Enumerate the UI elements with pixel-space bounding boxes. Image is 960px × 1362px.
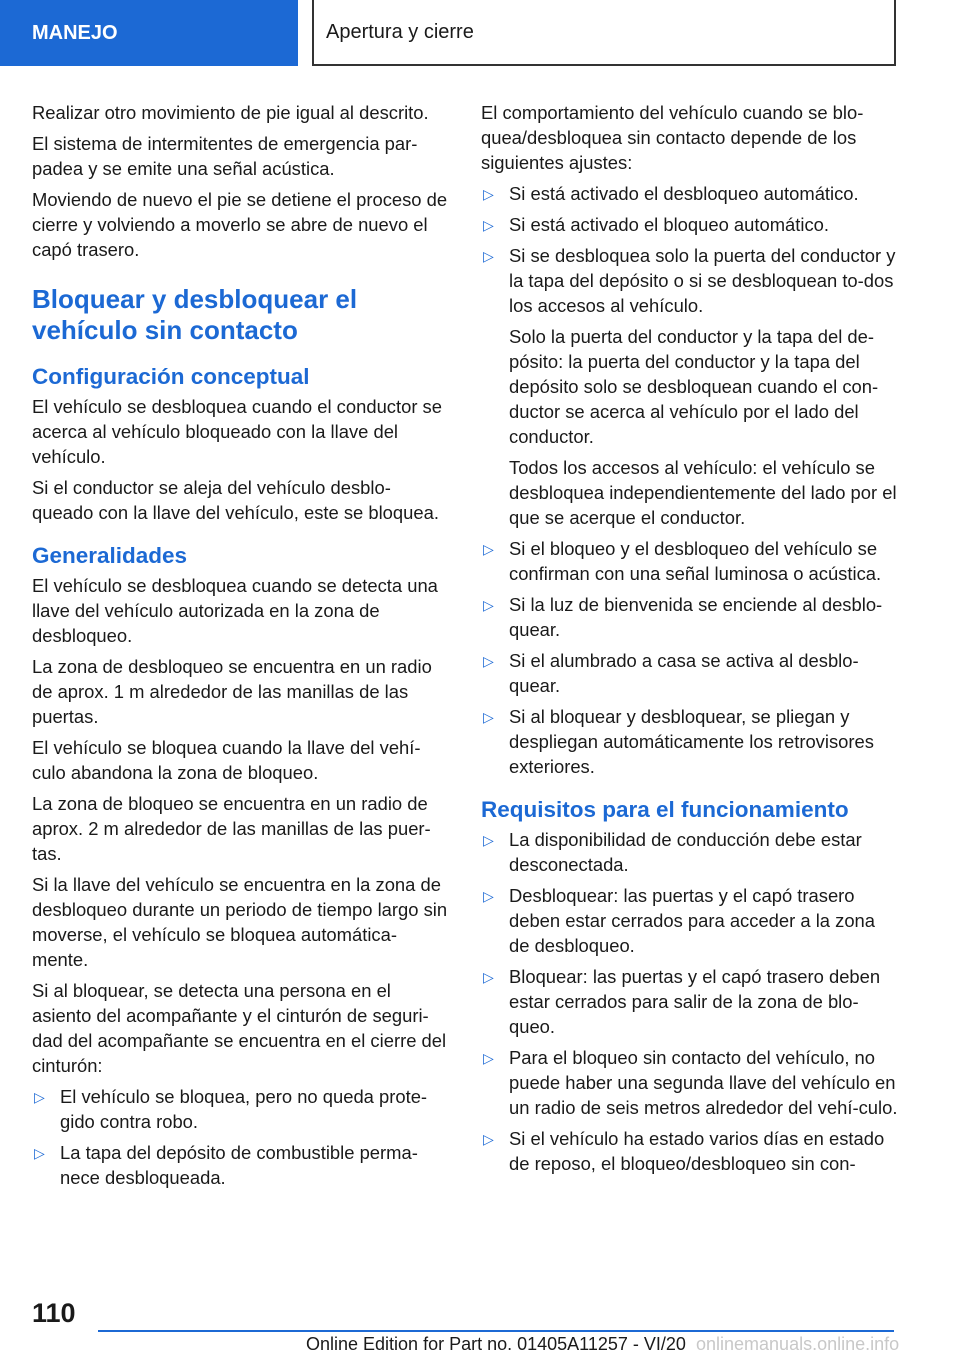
list-item-text: Si está activado el desbloqueo automático. (509, 183, 859, 204)
list-item-text: El vehículo se bloquea, pero no queda prote-gido contra robo. (60, 1086, 428, 1132)
list-item (481, 827, 899, 877)
list-item-text: La disponibilidad de conducción debe estar desconectada. (509, 829, 862, 875)
triangle-bullet-icon: ▷ (483, 653, 494, 669)
triangle-bullet-icon: ▷ (483, 248, 494, 264)
list-item (481, 704, 899, 779)
list-item-text: Si está activado el bloqueo automático. (509, 214, 829, 235)
sub-paragraph: Todos los accesos al vehículo: el vehículo se desbloquea independientemente del lado por el que se acerque el conductor. (509, 457, 897, 528)
paragraph: El comportamiento del vehículo cuando se blo-quea/desbloquea sin contacto depende de los siguientes ajustes: (481, 102, 864, 173)
list-item-text: Bloquear: las puertas y el capó trasero deben estar cerrados para salir de la zona de blo-queo. (509, 966, 881, 1037)
edition-note: Online Edition for Part no. 01405A11257 - VI/20 (306, 1334, 686, 1354)
settings-list-continued (481, 536, 899, 779)
paragraph: Realizar otro movimiento de pie igual al descrito. (32, 102, 429, 123)
list-item (481, 1126, 899, 1176)
triangle-bullet-icon: ▷ (483, 597, 494, 613)
subsection-heading: Generalidades (32, 543, 188, 568)
triangle-bullet-icon: ▷ (34, 1145, 45, 1161)
list-item-text: Si el alumbrado a casa se activa al desblo-quear. (509, 650, 859, 696)
paragraph: Si el conductor se aleja del vehículo desblo-queado con la llave del vehículo, este se bloquea. (32, 477, 439, 523)
paragraph: Si la llave del vehículo se encuentra en la zona de desbloqueo durante un periodo de tiempo largo sin moverse, el vehículo se bloquea automática-mente. (32, 874, 448, 970)
subsection-heading: Requisitos para el funcionamiento (481, 797, 849, 822)
section-heading: Bloquear y desbloquear el vehículo sin contacto (32, 284, 358, 345)
section-tab (0, 0, 298, 66)
watermark: onlinemanuals.online.info (696, 1334, 900, 1354)
list-item-text: Si el vehículo ha estado varios días en estado de reposo, el bloqueo/desbloqueo sin con- (509, 1128, 885, 1174)
list-item (481, 536, 899, 586)
paragraph: Moviendo de nuevo el pie se detiene el proceso de cierre y volviendo a moverlo se abre de nuevo el capó trasero. (32, 189, 448, 260)
list-item-text: Si el bloqueo y el desbloqueo del vehículo se confirman con una señal luminosa o acústica. (509, 538, 882, 584)
paragraph: Si al bloquear, se detecta una persona en el asiento del acompañante y el cinturón de seguri-dad del acompañante se encuentra en el cierre del cinturón: (32, 980, 447, 1076)
bullet-list (32, 1084, 452, 1190)
right-column (481, 100, 899, 1182)
list-item (32, 1084, 452, 1134)
list-item (481, 243, 899, 318)
triangle-bullet-icon: ▷ (483, 1131, 494, 1147)
list-item (481, 1045, 899, 1120)
paragraph: El vehículo se desbloquea cuando se detecta una llave del vehículo autorizada en la zona de desbloqueo. (32, 575, 438, 646)
subsection-heading: Configuración conceptual (32, 364, 310, 389)
sub-paragraph: Solo la puerta del conductor y la tapa del de-pósito: la puerta del conductor y la tapa del depósito solo se desbloquean cuando el con-ductor se acerca al vehículo por el lado del conductor. (509, 326, 879, 447)
requirements-list (481, 827, 899, 1176)
list-item (481, 181, 899, 206)
triangle-bullet-icon: ▷ (483, 541, 494, 557)
chapter-title: Apertura y cierre (326, 20, 474, 43)
paragraph: El vehículo se desbloquea cuando el conductor se acerca al vehículo bloqueado con la llave del vehículo. (32, 396, 442, 467)
triangle-bullet-icon: ▷ (483, 832, 494, 848)
list-item (32, 1140, 452, 1190)
section-label: MANEJO (32, 21, 118, 44)
list-item-text: Si se desbloquea solo la puerta del conductor y la tapa del depósito o si se desbloquean to-dos los accesos al vehículo. (509, 245, 896, 316)
list-item-text: Desbloquear: las puertas y el capó trasero deben estar cerrados para acceder a la zona de desbloqueo. (509, 885, 875, 956)
settings-list (481, 181, 899, 318)
left-column (32, 100, 452, 1196)
list-item-text: Si la luz de bienvenida se enciende al desblo-quear. (509, 594, 883, 640)
triangle-bullet-icon: ▷ (34, 1089, 45, 1105)
list-item (481, 592, 899, 642)
list-item (481, 212, 899, 237)
list-item (481, 964, 899, 1039)
list-item-text: Para el bloqueo sin contacto del vehículo, no puede haber una segunda llave del vehículo en un radio de seis metros alrededor del vehí-culo. (509, 1047, 898, 1118)
triangle-bullet-icon: ▷ (483, 217, 494, 233)
triangle-bullet-icon: ▷ (483, 186, 494, 202)
paragraph: La zona de desbloqueo se encuentra en un radio de aprox. 1 m alrededor de las manillas de las puertas. (32, 656, 432, 727)
paragraph: El vehículo se bloquea cuando la llave del vehí-culo abandona la zona de bloqueo. (32, 737, 421, 783)
chapter-title-box (312, 0, 896, 66)
paragraph: El sistema de intermitentes de emergencia par-padea y se emite una señal acústica. (32, 133, 418, 179)
footer-rule (98, 1330, 894, 1332)
page-number: 110 (32, 1298, 76, 1328)
triangle-bullet-icon: ▷ (483, 888, 494, 904)
triangle-bullet-icon: ▷ (483, 709, 494, 725)
list-item-text: La tapa del depósito de combustible perma-nece desbloqueada. (60, 1142, 418, 1188)
triangle-bullet-icon: ▷ (483, 969, 494, 985)
list-item (481, 883, 899, 958)
triangle-bullet-icon: ▷ (483, 1050, 494, 1066)
list-item (481, 648, 899, 698)
list-item-text: Si al bloquear y desbloquear, se pliegan y despliegan automáticamente los retrovisores exteriores. (509, 706, 874, 777)
paragraph: La zona de bloqueo se encuentra en un radio de aprox. 2 m alrededor de las manillas de las puer-tas. (32, 793, 431, 864)
